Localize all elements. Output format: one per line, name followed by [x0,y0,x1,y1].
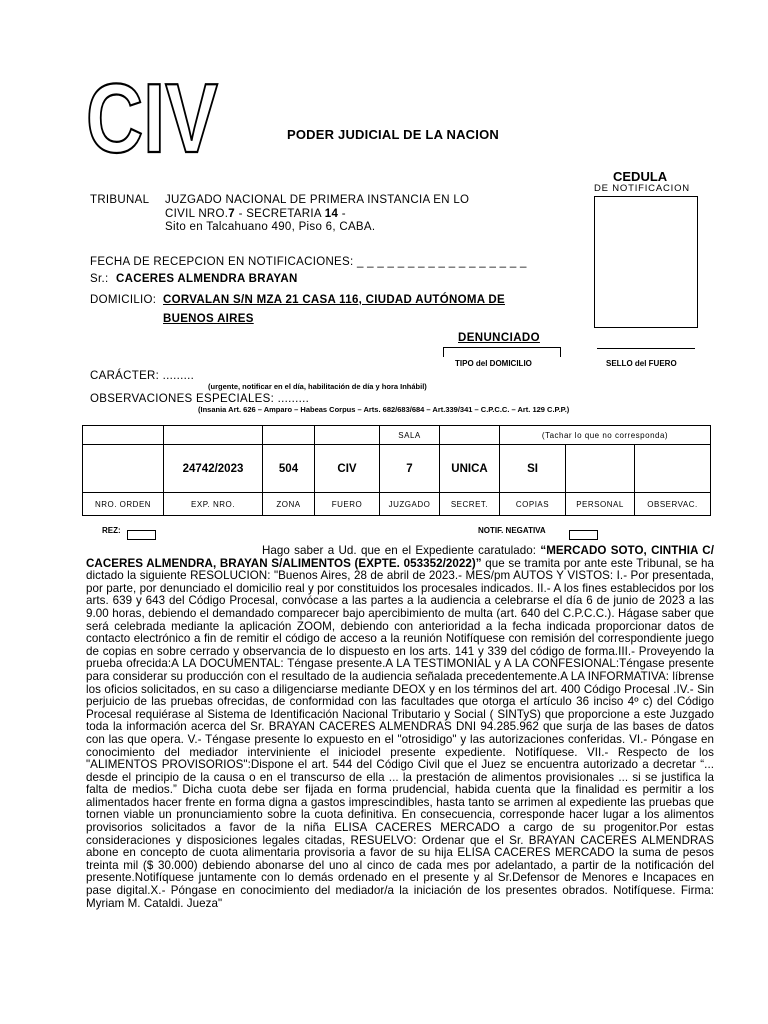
tribunal-line2 [165,208,346,220]
sello-box [594,196,698,328]
domicilio-line2: BUENOS AIRES [163,313,254,325]
exp-nro-value: 24742/2023 [164,445,263,493]
tribunal-line2-mid: - SECRETARIA [235,208,325,220]
body-resolution: que se tramita por ante este Tribunal, se ha dictado la siguiente RESOLUCION: "Buenos Aires, 28 de abril de 2023.- MES/pm AUTOS Y VISTOS: I.- Por presentada, por parte, por denunciado el domicilio real y por constituidos los procesales indicados. II.- A los fines establecidos por los arts. 639 y 643 del Código Procesal, convócase a las partes a la audiencia a celebrarse el día 6 de junio de 2023 a las 9.00 horas, debiendo el demandado comparecer bajo apercibimiento de multa (art. 640 del C.P.C.C.). Hágase saber que será celebrada mediante la aplicación ZOOM, debiendo con anterioridad a la fecha indicada proporcionar datos de contacto electrónico a fin de remitir el código de acceso a la reunión Notifíquese con remisión del correspondiente juego de copias en sobre cerrado y observancia de lo dispuesto en los arts. 141 y 339 del código de forma.III.- Proveyendo la prueba ofrecida:A LA DOCUMENTAL: Téngase presente.A LA TESTIMONIAL y A LA CONFESIONAL:Téngase presente para considerar su producción con el resultado de la audiencia señalada precedentemente.A LA INFORMATIVA: líbrense los oficios solicitados, en su caso a diligenciarse mediante DEOX y en los términos del art. 400 Código Procesal .IV.- Sin perjuicio de las pruebas ofrecidas, de conformidad con las facultades que otorga el artículo 36 inciso 4º c) del Código Procesal requiérase al Sistema de Identificación Nacional Tributario y Social ( SINTyS) que proporcione a este Juzgado toda la información acerca del Sr. BRAYAN CACERES ALMENDRAS DNI 94.285.962 que surja de las bases de datos con las que opera. V.- Téngase presente lo expuesto en el "otrosidigo" y las autorizaciones conferidas. VI.- Póngase en conocimiento del mediador interviniente el iniciodel presente expediente. Notifíquese. VII.- Respecto de los "ALIMENTOS PROVISORIOS":Dispone el art. 544 del Código Civil que el Juez se encuentra autorizado a decretar “... desde el principio de la causa o en el transcurso de ella ... la prestación de alimentos provisionales ... si se justifica la falta de medios.” Dicha cuota debe ser fijada en forma prudencial, habida cuenta que la finalidad es permitir a los alimentados hacer frente en forma digna a gastos imprescindibles, hasta tanto se arrimen al expediente las pruebas que tornen viable un pronunciamiento sobre la cuota definitiva. En consecuencia, corresponde hacer lugar a los alimentos provisorios solicitados a favor de la niña ELISA CACERES MERCADO a cargo de su progenitor.Por estas consideraciones y disposiciones legales citadas, RESUELVO: Ordenar que el Sr. BRAYAN CACERES ALMENDRAS abone en concepto de cuota alimentaria provisoria a favor de su hija ELISA CACERES MERCADO la suma de pesos treinta mil ($ 30.000) debiendo abonarse del uno al cinco de cada mes por adelantado, a partir de la notificación del presente.Notifíquese juntamente con lo demás ordenado en el presente y al Sr.Defensor de Menores e Incapaces en pase digital.X.- Póngase en conocimiento del mediador/a la iniciación de los presentes obrados. Notifíquese. Firma: Myriam M. Cataldi. Jueza" [86,556,714,910]
resolution-text [86,545,714,910]
nro-orden-value [83,445,164,493]
exp-nro-header: EXP. NRO. [164,493,263,516]
observaciones-note: (Insania Art. 626 – Amparo – Habeas Corpus – Arts. 682/683/684 – Art.339/341 – C.P.C.C. – Art. 129 C.P.P.) [198,405,570,414]
fuero-value: CIV [315,445,380,493]
tipo-domicilio-value: DENUNCIADO [458,332,540,344]
sr-label: Sr.: [90,273,109,285]
fuero-header: FUERO [315,493,380,516]
sello-label: SELLO del FUERO [606,359,677,368]
tipo-domicilio-label: TIPO del DOMICILIO [455,359,532,368]
civ-logo [86,63,226,173]
juzgado-number: 7 [228,208,236,220]
tribunal-line2-suffix: - [338,208,346,220]
cedula-title: CEDULA [613,169,668,184]
notif-negativa-label: NOTIF. NEGATIVA [478,526,546,535]
observac-value [635,445,711,493]
domicilio-label: DOMICILIO: [90,294,157,306]
observac-header: OBSERVAC. [635,493,711,516]
juzgado-value: 7 [380,445,440,493]
notif-negativa-checkbox [569,530,598,540]
copias-value: SI [500,445,566,493]
sala-label: SALA [380,426,440,445]
zona-value: 504 [263,445,315,493]
grid-top-cell [263,426,315,445]
rez-checkbox [127,530,156,540]
grid-top-cell [164,426,263,445]
tribunal-label: TRIBUNAL [90,194,150,206]
juzgado-header: JUZGADO [380,493,440,516]
tachar-note: (Tachar lo que no corresponda) [500,426,711,445]
grid-top-cell [83,426,164,445]
tribunal-address: Sito en Talcahuano 490, Piso 6, CABA. [165,221,376,233]
grid-top-cell [315,426,380,445]
case-caption: “MERCADO SOTO, CINTHIA C/ CACERES ALMENDRA, BRAYAN S/ALIMENTOS (EXPTE. 053352/2022)” [86,544,714,570]
body-intro: Hago saber a Ud. que en el Expediente caratulado: [262,544,541,557]
caracter-note: (urgente, notificar en el día, habilitación de día y hora Inhábil) [208,382,427,391]
copias-header: COPIAS [500,493,566,516]
fecha-recepcion: FECHA DE RECEPCION EN NOTIFICACIONES: _ _ _ _ _ _ _ _ _ _ _ _ _ _ _ _ _ [90,256,527,268]
personal-header: PERSONAL [566,493,635,516]
domicilio-line1: CORVALAN S/N MZA 21 CASA 116, CIUDAD AUTÓNOMA DE [163,294,505,306]
secret-header: SECRET. [440,493,500,516]
secret-value: UNICA [440,445,500,493]
secretaria-number: 14 [324,208,339,220]
tribunal-line2-prefix: CIVIL NRO. [165,208,229,220]
rez-label: REZ: [102,526,121,535]
tipo-domicilio-bracket [443,347,561,357]
recipient-name: CACERES ALMENDRA BRAYAN [116,273,298,285]
caracter-field: CARÁCTER: ......... [90,370,195,382]
observaciones-field: OBSERVACIONES ESPECIALES: ......... [90,393,310,405]
zona-header: ZONA [263,493,315,516]
page-title: PODER JUDICIAL DE LA NACION [287,127,499,142]
sello-line [597,348,695,349]
cedula-subtitle: DE NOTIFICACION [594,183,690,194]
grid-top-cell [440,426,500,445]
tribunal-line1: JUZGADO NACIONAL DE PRIMERA INSTANCIA EN LO [165,194,470,206]
nro-orden-header: NRO. ORDEN [83,493,164,516]
notification-grid [82,425,711,516]
personal-value [566,445,635,493]
civ-logo-text: CIV [86,63,218,173]
